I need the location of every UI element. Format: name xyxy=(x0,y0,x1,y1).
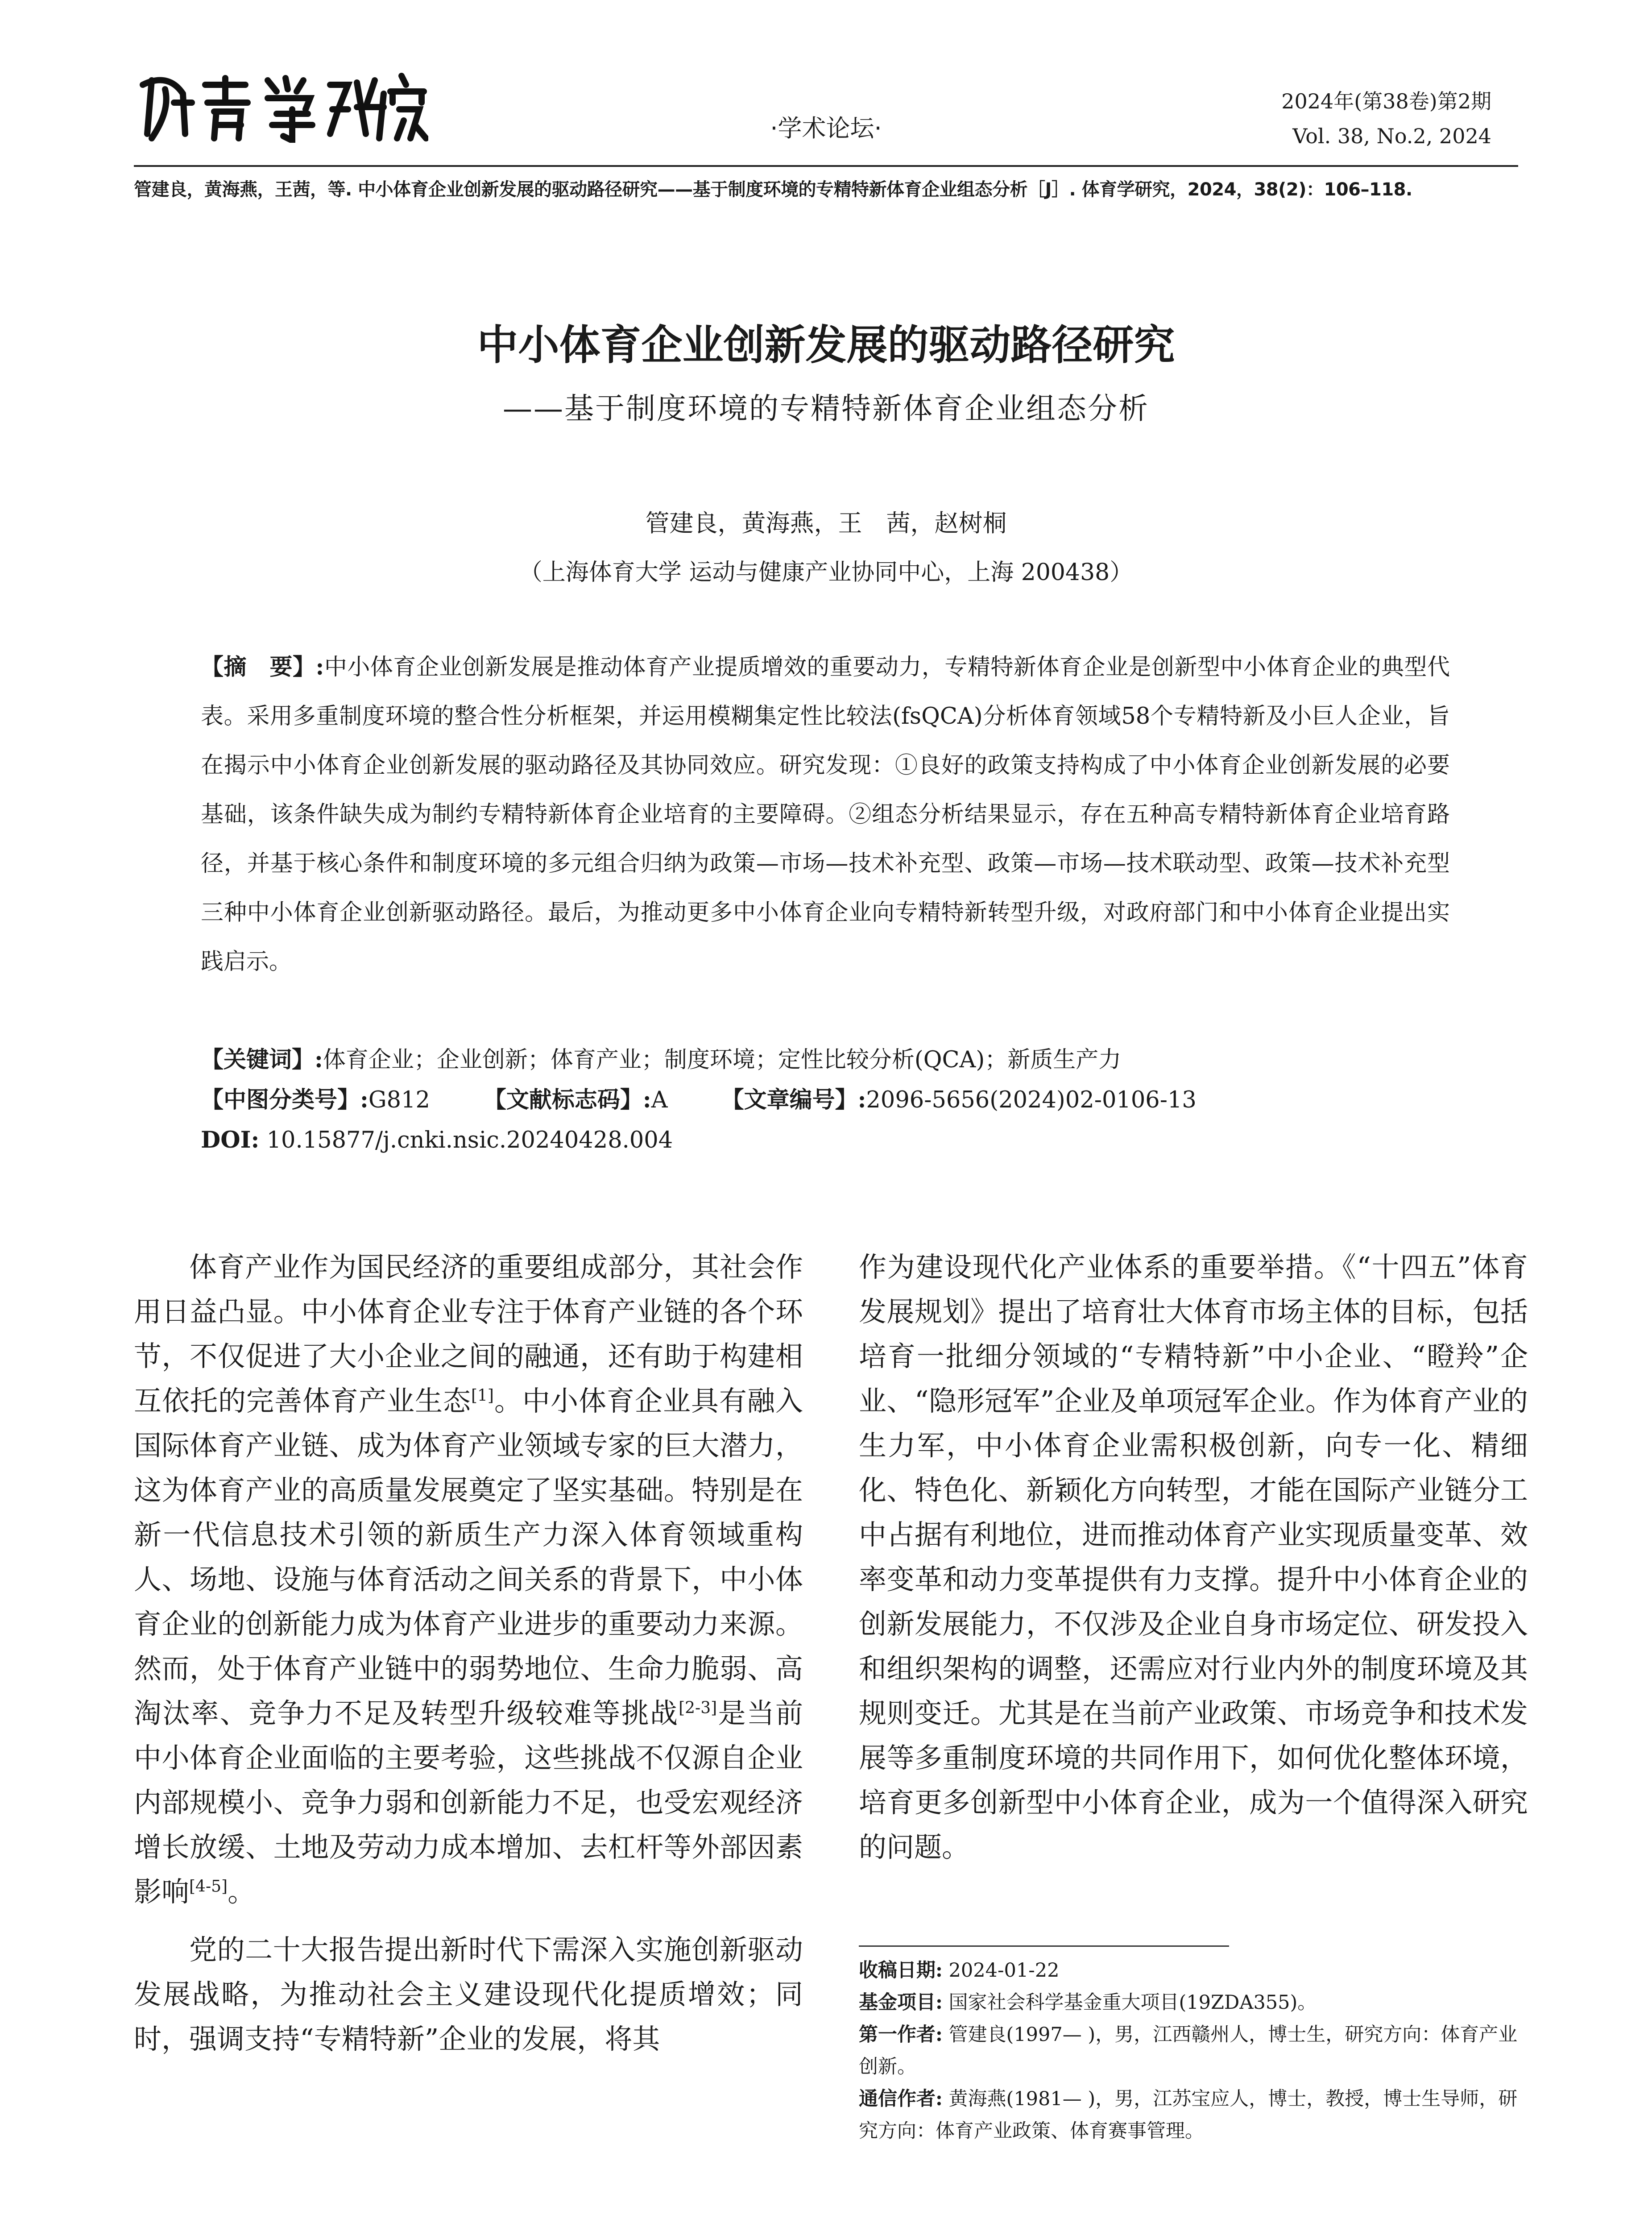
footnote-value: 黄海燕(1981— )，男，江苏宝应人，博士，教授，博士生导师，研究方向：体育产业政策、体育赛事管理。 xyxy=(859,2088,1518,2142)
footnote-corresponding-author xyxy=(859,2083,1528,2147)
header-rule xyxy=(134,165,1518,167)
clc-value: G812 xyxy=(368,1087,430,1113)
abstract-label: 【摘 要】: xyxy=(201,654,324,680)
footnote-label: 第一作者: xyxy=(859,2024,943,2046)
issue-line-en: Vol. 38, No.2, 2024 xyxy=(1292,124,1491,148)
body-right-column xyxy=(859,1245,1528,1870)
abstract-text: 中小体育企业创新发展是推动体育产业提质增效的重要动力，专精特新体育企业是创新型中小体育企业的典型代表。采用多重制度环境的整合性分析框架，并运用模糊集定性比较法(fsQCA)分析体育领域58个专精特新及小巨人企业，旨在揭示中小体育企业创新发展的驱动路径及其协同效应。研究发现：①良好的政策支持构成了中小体育企业创新发展的必要基础，该条件缺失成为制约专精特新体育企业培育的主要障碍。②组态分析结果显示，存在五种高专精特新体育企业培育路径，并基于核心条件和制度环境的多元组合归纳为政策—市场—技术补充型、政策—市场—技术联动型、政策—技术补充型三种中小体育企业创新驱动路径。最后，为推动更多中小体育企业向专精特新转型升级，对政府部门和中小体育企业提出实践启示。 xyxy=(201,654,1450,975)
footnote-received xyxy=(859,1954,1528,1986)
doi xyxy=(201,1120,1450,1161)
classification xyxy=(201,1080,1450,1120)
clc-label: 【中图分类号】: xyxy=(201,1086,368,1113)
authors: 管建良，黄海燕，王 茜，赵树桐 xyxy=(645,509,1007,537)
footnote-label: 通信作者: xyxy=(859,2088,943,2110)
affiliation: （上海体育大学 运动与健康产业协同中心，上海 200438） xyxy=(519,559,1133,586)
citation: 管建良，黄海燕，王茜，等. 中小体育企业创新发展的驱动路径研究——基于制度环境的专精特新体育企业组态分析［J］. 体育学研究，2024，38(2)：106–118. xyxy=(134,179,1412,200)
article-no-value: 2096-5656(2024)02-0106-13 xyxy=(866,1087,1197,1113)
body-text: 。 xyxy=(228,1875,256,1908)
keywords-label: 【关键词】: xyxy=(201,1046,323,1073)
doc-code-label: 【文献标志码】: xyxy=(483,1086,651,1113)
article-title: 中小体育企业创新发展的驱动路径研究 xyxy=(477,321,1175,369)
article-no-label: 【文章编号】: xyxy=(721,1086,866,1113)
body-left-column xyxy=(134,1245,803,2061)
issue-line-cn: 2024年(第38卷)第2期 xyxy=(1281,89,1491,113)
citation-ref[interactable]: [2-3] xyxy=(679,1699,717,1717)
footnotes xyxy=(859,1954,1528,2147)
footnote-rule xyxy=(859,1945,1229,1947)
keywords xyxy=(201,1040,1450,1080)
citation-ref[interactable]: [1] xyxy=(471,1386,494,1405)
doi-value: 10.15877/j.cnki.nsic.20240428.004 xyxy=(266,1127,673,1153)
issue-info xyxy=(1281,84,1491,153)
footnote-label: 收稿日期: xyxy=(859,1959,943,1982)
section-label: ·学术论坛· xyxy=(770,114,882,142)
body-paragraph: 作为建设现代化产业体系的重要举措。《“十四五”体育发展规划》提出了培育壮大体育市场主体的目标，包括培育一批细分领域的“专精特新”中小企业、“瞪羚”企业、“隐形冠军”企业及单项冠军企业。作为体育产业的生力军，中小体育企业需积极创新，向专一化、精细化、特色化、新颖化方向转型，才能在国际产业链分工中占据有利地位，进而推动体育产业实现质量变革、效率变革和动力变革提供有力支撑。提升中小体育企业的创新发展能力，不仅涉及企业自身市场定位、研发投入和组织架构的调整，还需应对行业内外的制度环境及其规则变迁。尤其是在当前产业政策、市场竞争和技术发展等多重制度环境的共同作用下，如何优化整体环境，培育更多创新型中小体育企业，成为一个值得深入研究的问题。 xyxy=(859,1251,1528,1863)
doi-label: DOI: xyxy=(201,1127,260,1153)
footnote-first-author xyxy=(859,2019,1528,2083)
body-text: 是当前中小体育企业面临的主要考验，这些挑战不仅源自企业内部规模小、竞争力弱和创新能力不足，也受宏观经济增长放缓、土地及劳动力成本增加、去杠杆等外部因素影响 xyxy=(134,1697,803,1908)
body-paragraph xyxy=(134,1245,803,1914)
article-subtitle: ——基于制度环境的专精特新体育企业组态分析 xyxy=(503,391,1149,426)
footnote-value: 管建良(1997— )，男，江西赣州人，博士生，研究方向：体育产业创新。 xyxy=(859,2024,1518,2078)
footnote-label: 基金项目: xyxy=(859,1991,943,2014)
body-paragraph: 党的二十大报告提出新时代下需深入实施创新驱动发展战略，为推动社会主义建设现代化提质增效；同时，强调支持“专精特新”企业的发展，将其 xyxy=(134,1933,803,2055)
body-text: 。中小体育企业具有融入国际体育产业链、成为体育产业领域专家的巨大潜力，这为体育产业的高质量发展奠定了坚实基础。特别是在新一代信息技术引领的新质生产力深入体育领域重构人、场地、设施与体育活动之间关系的背景下，中小体育企业的创新能力成为体育产业进步的重要动力来源。然而，处于体育产业链中的弱势地位、生命力脆弱、高淘汰率、竞争力不足及转型升级较难等挑战 xyxy=(134,1385,803,1729)
doc-code-value: A xyxy=(651,1087,668,1113)
keywords-text: 体育企业；企业创新；体育产业；制度环境；定性比较分析(QCA)；新质生产力 xyxy=(323,1047,1122,1073)
citation-ref[interactable]: [4-5] xyxy=(189,1877,228,1896)
abstract xyxy=(201,643,1450,987)
footnote-value: 2024-01-22 xyxy=(948,1959,1060,1982)
body-text: 体育产业作为国民经济的重要组成部分，其社会作用日益凸显。中小体育企业专注于体育产业链的各个环节，不仅促进了大小企业之间的融通，还有助于构建相互依托的完善体育产业生态 xyxy=(134,1251,803,1417)
footnote-fund xyxy=(859,1986,1528,2019)
footnote-value: 国家社会科学基金重大项目(19ZDA355)。 xyxy=(948,1991,1317,2014)
